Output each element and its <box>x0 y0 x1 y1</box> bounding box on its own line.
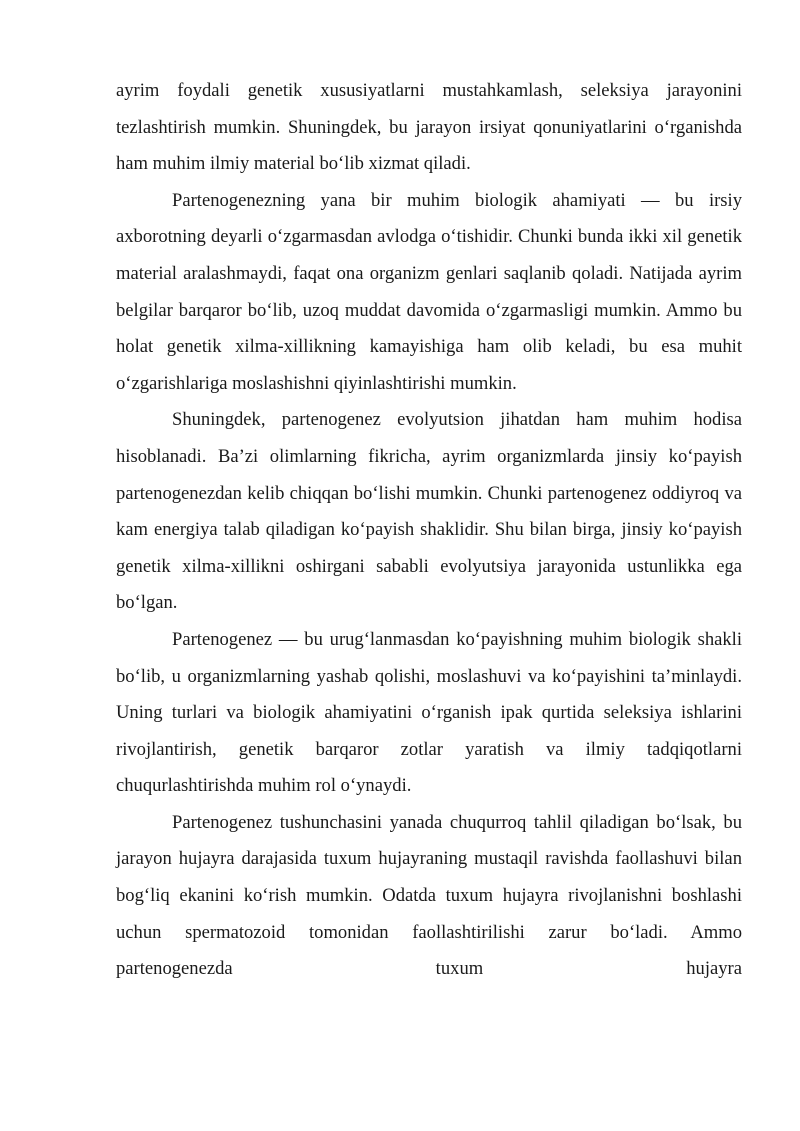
paragraph-1: ayrim foydali genetik xususiyatlarni mustahkamlash, seleksiya jarayonini tezlashtirish mumkin. Shuningdek, bu jarayon irsiyat qonuniyatlarini o‘rganishda ham muhim ilmiy material bo‘lib xizmat qiladi. <box>116 80 742 175</box>
paragraph-5: Partenogenez tushunchasini yanada chuqurroq tahlil qiladigan bo‘lsak, bu jarayon hujayra darajasida tuxum hujayraning mustaqil ravishda faollashuvi bilan bog‘liq ekanini ko‘rish mumkin. Odatda tuxum hujayra rivojlanishni boshlashi uchun spermatozoid tomonidan faollashtirilishi zarur bo‘ladi. Ammo partenogenezda tuxum hujayra <box>116 811 742 980</box>
paragraph-2: Partenogenezning yana bir muhim biologik ahamiyati — bu irsiy axborotning deyarli o‘zgarmasdan avlodga o‘tishidir. Chunki bunda ikki xil genetik material aralashmaydi, faqat ona organizm genlari saqlanib qoladi. Natijada ayrim belgilar barqaror bo‘lib, uzoq muddat davomida o‘zgarmasligi mumkin. Ammo bu holat genetik xilma-xillikning kamayishiga ham olib keladi, bu esa muhit o‘zgarishlariga moslashishni qiyinlashtirishi mumkin. <box>116 189 742 394</box>
document-page <box>116 73 742 988</box>
paragraph-3: Shuningdek, partenogenez evolyutsion jihatdan ham muhim hodisa hisoblanadi. Ba’zi olimlarning fikricha, ayrim organizmlarda jinsiy ko‘payish partenogenezdan kelib chiqqan bo‘lishi mumkin. Chunki partenogenez oddiyroq va kam energiya talab qiladigan ko‘payish shaklidir. Shu bilan birga, jinsiy ko‘payish genetik xilma-xillikni oshirgani sababli evolyutsiya jarayonida ustunlikka ega bo‘lgan. <box>116 409 742 614</box>
paragraph-4: Partenogenez — bu urug‘lanmasdan ko‘payishning muhim biologik shakli bo‘lib, u organizmlarning yashab qolishi, moslashuvi va ko‘payishini ta’minlaydi. Uning turlari va biologik ahamiyatini o‘rganish ipak qurtida seleksiya ishlarini rivojlantirish, genetik barqaror zotlar yaratish va ilmiy tadqiqotlarni chuqurlashtirishda muhim rol o‘ynaydi. <box>116 628 742 797</box>
